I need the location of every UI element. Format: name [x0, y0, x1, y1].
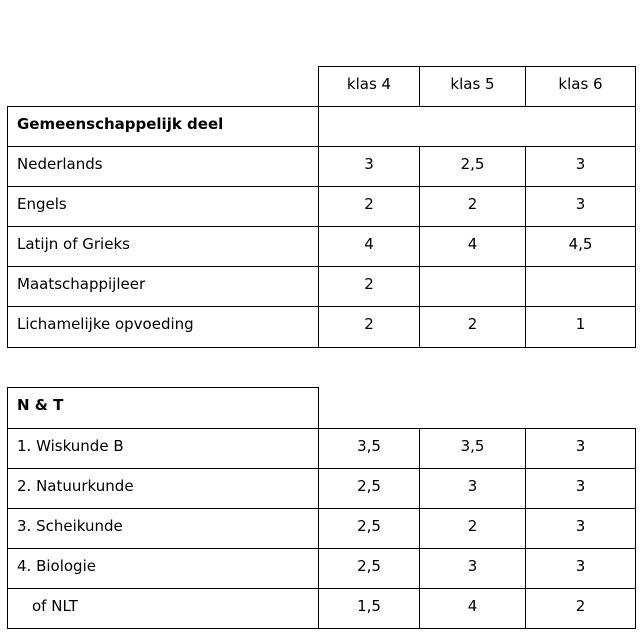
- value-cell: [526, 267, 636, 307]
- value-cell: 2,5: [319, 549, 420, 589]
- subject-cell: 2. Natuurkunde: [8, 469, 319, 509]
- subject-cell: Nederlands: [8, 147, 319, 187]
- value-cell: 3: [526, 187, 636, 227]
- subject-cell: Maatschappijleer: [8, 267, 319, 307]
- table-row: [8, 549, 636, 589]
- section-header-row: [8, 388, 636, 429]
- empty-cell: [526, 388, 636, 429]
- value-cell: 2: [420, 187, 526, 227]
- value-cell: 1,5: [319, 589, 420, 629]
- table-row: [8, 589, 636, 629]
- empty-cell: [420, 388, 526, 429]
- value-cell: 2: [420, 307, 526, 348]
- table-row: [8, 509, 636, 549]
- value-cell: 3: [319, 147, 420, 187]
- value-cell: 2: [319, 267, 420, 307]
- table-row: [8, 429, 636, 469]
- table-header-row: [8, 67, 636, 107]
- value-cell: 2,5: [319, 509, 420, 549]
- subject-cell: Latijn of Grieks: [8, 227, 319, 267]
- value-cell: 3: [526, 147, 636, 187]
- value-cell: 4: [420, 589, 526, 629]
- section-title-common: Gemeenschappelijk deel: [8, 107, 319, 147]
- section-header-empty-cell: [319, 107, 636, 147]
- table-row: [8, 307, 636, 348]
- empty-corner-cell: [8, 67, 319, 107]
- value-cell: 2: [319, 187, 420, 227]
- section-title-nt: N & T: [8, 388, 319, 429]
- subject-cell: Lichamelijke opvoeding: [8, 307, 319, 348]
- value-cell: 4: [319, 227, 420, 267]
- table-row: [8, 469, 636, 509]
- value-cell: 3: [526, 549, 636, 589]
- value-cell: 3: [526, 429, 636, 469]
- value-cell: 2: [526, 589, 636, 629]
- value-cell: 3: [526, 509, 636, 549]
- empty-cell: [319, 388, 420, 429]
- value-cell: 3: [526, 469, 636, 509]
- subject-cell: Engels: [8, 187, 319, 227]
- table-row: [8, 227, 636, 267]
- value-cell: 2,5: [319, 469, 420, 509]
- section-header-row: [8, 107, 636, 147]
- curriculum-table-nt: [7, 387, 636, 629]
- value-cell: 4,5: [526, 227, 636, 267]
- value-cell: 2,5: [420, 147, 526, 187]
- value-cell: 4: [420, 227, 526, 267]
- column-header-klas-6: klas 6: [526, 67, 636, 107]
- value-cell: [420, 267, 526, 307]
- value-cell: 2: [420, 509, 526, 549]
- subject-cell: 1. Wiskunde B: [8, 429, 319, 469]
- value-cell: 3,5: [319, 429, 420, 469]
- table-row: [8, 187, 636, 227]
- column-header-klas-5: klas 5: [420, 67, 526, 107]
- value-cell: 3: [420, 469, 526, 509]
- subject-cell: 4. Biologie: [8, 549, 319, 589]
- curriculum-table-common: [7, 66, 636, 348]
- value-cell: 2: [319, 307, 420, 348]
- subject-cell: of NLT: [8, 589, 319, 629]
- value-cell: 3,5: [420, 429, 526, 469]
- column-header-klas-4: klas 4: [319, 67, 420, 107]
- table-row: [8, 147, 636, 187]
- value-cell: 1: [526, 307, 636, 348]
- subject-cell: 3. Scheikunde: [8, 509, 319, 549]
- value-cell: 3: [420, 549, 526, 589]
- table-row: [8, 267, 636, 307]
